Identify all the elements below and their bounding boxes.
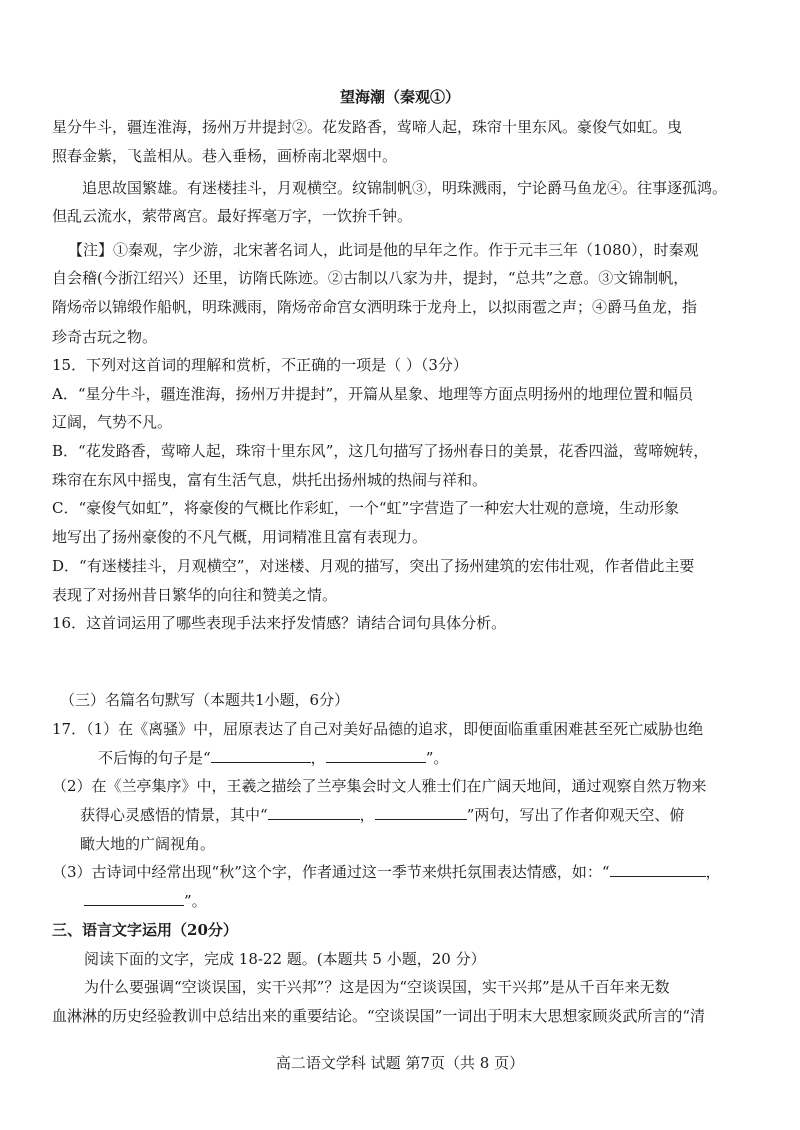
answer-blank[interactable]: [268, 805, 360, 820]
section-heading: （三）名篇名句默写（本题共1小题，6分）: [60, 691, 350, 709]
q17-text: ”两句，写出了作者仰观天空、俯: [466, 806, 685, 824]
q17-text: 不后悔的句子是“: [98, 749, 211, 767]
question-17-part1-cont: [98, 748, 752, 768]
answer-blank[interactable]: [326, 748, 426, 763]
poem-note: 【注】①秦观，字少游，北宋著名词人，此词是他的早年之作。作于元丰三年（1080），时秦观: [68, 241, 699, 259]
q17-text: （3）古诗词中经常出现“秋”这个字，作者通过这一季节来烘托氛围表达情感，如：“: [52, 863, 610, 881]
q17-text: ，: [705, 863, 721, 881]
question-16: 16．这首词运用了哪些表现手法来抒发情感？请结合词句具体分析。: [52, 614, 507, 632]
q17-text: ，: [359, 806, 375, 824]
part3-heading: 三、语言文字运用（20分）: [52, 921, 238, 939]
poem-line: 照春金紫，飞盖相从。巷入垂杨，画桥南北翠烟中。: [52, 147, 398, 165]
q17-text: ”。: [184, 892, 207, 910]
q17-text: 获得心灵感悟的情景，其中“: [80, 806, 268, 824]
passage-line: 为什么要强调“空谈误国，实干兴邦”？这是因为“空谈误国，实干兴邦”是从千百年来无数: [84, 978, 670, 996]
passage-line: 血淋淋的历史经验教训中总结出来的重要结论。“空谈误国”一词出于明末大思想家顾炎武所言的“清: [52, 1007, 706, 1025]
q17-text: ，: [310, 749, 326, 767]
q15-option-c-cont: 地写出了扬州豪俊的不凡气概，用词精准且富有表现力。: [52, 528, 428, 546]
part3-intro: 阅读下面的文字，完成 18-22 题。(本题共 5 小题，20 分）: [84, 950, 486, 968]
poem-title: 望海潮（秦观①）: [339, 88, 460, 106]
poem-note: 隋炀帝以锦缎作船帆，明珠溅雨，隋炀帝命宫女洒明珠于龙舟上，以拟雨雹之声；④爵马鱼龙，指: [52, 298, 698, 316]
q15-option-c: C．“豪俊气如虹”，将豪俊的气概比作彩虹，一个“虹”字营造了一种宏大壮观的意境，生动形象: [52, 499, 680, 517]
question-17-part3-cont: [84, 891, 752, 911]
question-17-part3: [52, 862, 752, 882]
poem-note: 珍奇古玩之物。: [52, 328, 158, 346]
q17-text: ”。: [425, 749, 449, 767]
question-17-part2-cont: [80, 805, 752, 825]
q15-option-d-cont: 表现了对扬州昔日繁华的向往和赞美之情。: [52, 586, 338, 604]
answer-blank[interactable]: [375, 805, 467, 820]
poem-note: 自会稽(今浙江绍兴）还里，访隋氏陈迹。②古制以八家为井，提封，“总共”之意。③文锦制帆，: [52, 269, 689, 287]
q15-option-a-cont: 辽阔，气势不凡。: [52, 413, 173, 431]
poem-line: 追思故国繁雄。有迷楼挂斗，月观横空。纹锦制帆③，明珠溅雨，宁论爵马鱼龙④。往事逐孤鸿。: [82, 179, 728, 197]
q15-option-d: D．“有迷楼挂斗，月观横空”，对迷楼、月观的描写，突出了扬州建筑的宏伟壮观，作者借此主要: [52, 557, 695, 575]
question-17-part2-end: 瞰大地的广阔视角。: [80, 835, 216, 853]
answer-blank[interactable]: [211, 748, 311, 763]
poem-line: 但乱云流水，萦带离宫。最好挥毫万字，一饮拚千钟。: [52, 207, 413, 225]
q15-option-a: A．“星分牛斗，疆连淮海，扬州万井提封”，开篇从星象、地理等方面点明扬州的地理位置和幅员: [52, 385, 694, 403]
q15-option-b-cont: 珠帘在东风中摇曳，富有生活气息，烘托出扬州城的热闹与祥和。: [52, 471, 488, 489]
answer-blank[interactable]: [610, 862, 706, 877]
q15-option-b: B．“花发路香，莺啼人起，珠帘十里东风”，这几句描写了扬州春日的美景，花香四溢，莺啼婉转，: [52, 442, 709, 460]
question-15-stem: 15．下列对这首词的理解和赏析，不正确的一项是（ ）（3分）: [52, 356, 468, 374]
page-footer: 高二语文学科 试题 第7页（共 8 页）: [275, 1054, 525, 1072]
answer-blank[interactable]: [84, 891, 184, 906]
question-17-part2: （2）在《兰亭集序》中，王羲之描绘了兰亭集会时文人雅士们在广阔天地间，通过观察自然万物来: [52, 777, 707, 795]
poem-line: 星分牛斗，疆连淮海，扬州万井提封②。花发路香，莺啼人起，珠帘十里东风。豪俊气如虹。曳: [52, 118, 683, 136]
question-17-part1: 17．（1）在《离骚》中，屈原表达了自己对美好品德的追求，即便面临重重困难甚至死亡威胁也绝: [52, 720, 704, 738]
